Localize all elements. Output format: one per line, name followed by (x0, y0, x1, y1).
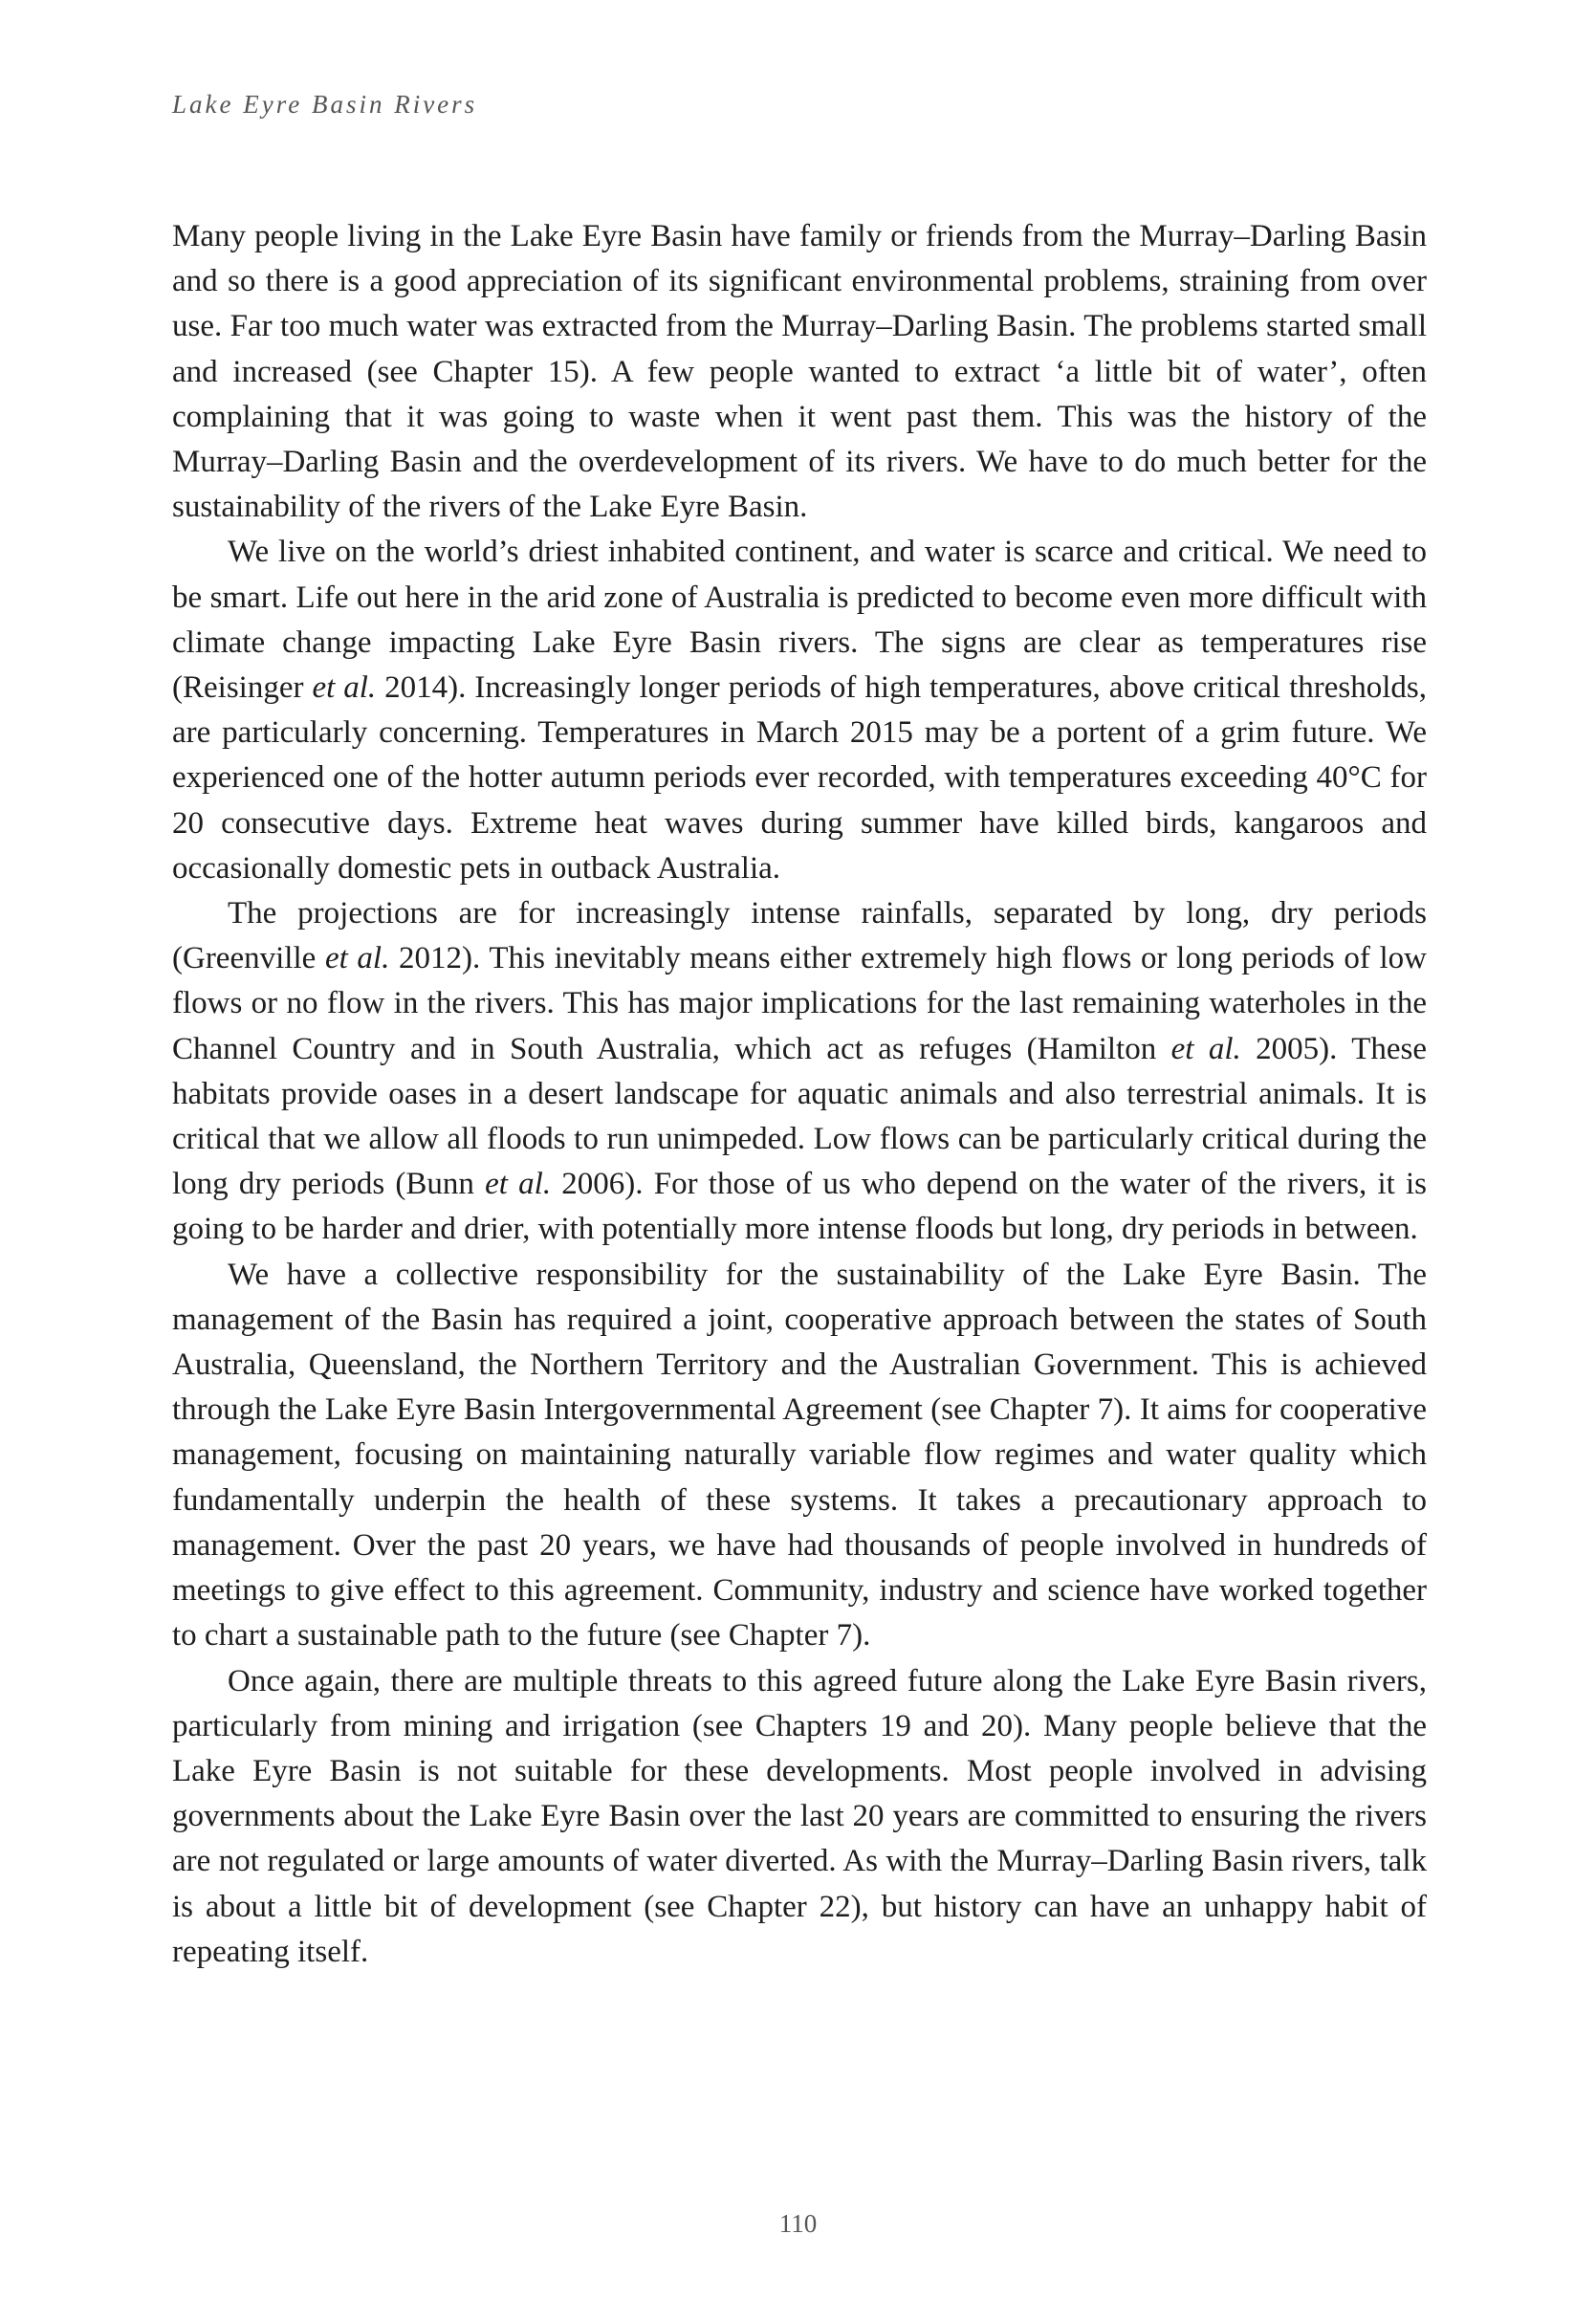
text-run: 2005). These habitats provide oases in a desert landscape for aquatic animals and also terrestrial animals. It is critical that we allow all floods to run unimpeded. Low flows can be particularly critical during the long dry periods (Bunn (172, 1031, 1428, 1202)
italic-text-run: et al. (324, 941, 390, 976)
body-paragraph (172, 1253, 1427, 1659)
text-run: 2014). Increasingly longer periods of high temperatures, above critical thresholds, are particularly concerning. Temperatures in March 2015 may be a portent of a grim future. We experienced one of the hotter autumn periods ever recorded, with temperatures exceeding 40°C for 20 consecutive days. Extreme heat waves during summer have killed birds, kangaroos and occasionally domestic pets in outback Australia. (172, 670, 1428, 886)
text-run: We live on the world’s driest inhabited continent, and water is scarce and critical. We need to be smart. Life out here in the arid zone of Australia is predicted to become even more difficult with climate change impacting Lake Eyre Basin rivers. The signs are clear as temperatures rise (Reisinger (172, 535, 1427, 706)
text-run: 2012). This inevitably means either extremely high flows or long periods of low flows or no flow in the rivers. This has major implications for the last remaining waterholes in the Channel Country and in South Australia, which act as refuges (Hamilton (172, 941, 1427, 1066)
text-run: Many people living in the Lake Eyre Basin have family or friends from the Murray–Darling Basin and so there is a good appreciation of its significant environmental problems, straining from over use. Far too much water was extracted from the Murray–Darling Basin. The problems started small and increased (see Chapter 15). A few people wanted to extract ‘a little bit of water’, often complaining that it was going to waste when it went past them. This was the history of the Murray–Darling Basin and the overdevelopment of its rivers. We have to do much better for the sustainability of the rivers of the Lake Eyre Basin. (172, 219, 1427, 525)
italic-text-run: et al. (312, 670, 377, 706)
body-paragraph (172, 891, 1427, 1253)
page-number: 110 (778, 2209, 818, 2238)
text-run: The projections are for increasingly intense rainfalls, separated by long, dry periods (Greenville (172, 896, 1427, 976)
body-paragraph (172, 530, 1427, 891)
body-paragraph (172, 214, 1427, 530)
italic-text-run: et al. (1170, 1031, 1241, 1066)
text-run: 2006). For those of us who depend on the water of the rivers, it is going to be harder and drier, with potentially more intense floods but long, dry periods in between. (172, 1167, 1428, 1247)
body-text (172, 214, 1427, 1975)
body-paragraph (172, 1659, 1427, 1975)
running-head: Lake Eyre Basin Rivers (172, 90, 478, 119)
text-run: We have a collective responsibility for the sustainability of the Lake Eyre Basin. The management of the Basin has required a joint, cooperative approach between the states of South Australia, Queensland, the Northern Territory and the Australian Government. This is achieved through the Lake Eyre Basin Intergovernmental Agreement (see Chapter 7). It aims for cooperative management, focusing on maintaining naturally variable flow regimes and water quality which fundamentally underpin the health of these systems. It takes a precautionary approach to management. Over the past 20 years, we have had thousands of people involved in hundreds of meetings to give effect to this agreement. Community, industry and science have worked together to chart a sustainable path to the future (see Chapter 7). (172, 1257, 1427, 1654)
text-run: Once again, there are multiple threats to this agreed future along the Lake Eyre Basin rivers, particularly from mining and irrigation (see Chapters 19 and 20). Many people believe that the Lake Eyre Basin is not suitable for these developments. Most people involved in advising governments about the Lake Eyre Basin over the last 20 years are committed to ensuring the rivers are not regulated or large amounts of water diverted. As with the Murray–Darling Basin rivers, talk is about a little bit of development (see Chapter 22), but history can have an unhappy habit of repeating itself. (172, 1663, 1427, 1969)
italic-text-run: et al. (485, 1167, 552, 1202)
